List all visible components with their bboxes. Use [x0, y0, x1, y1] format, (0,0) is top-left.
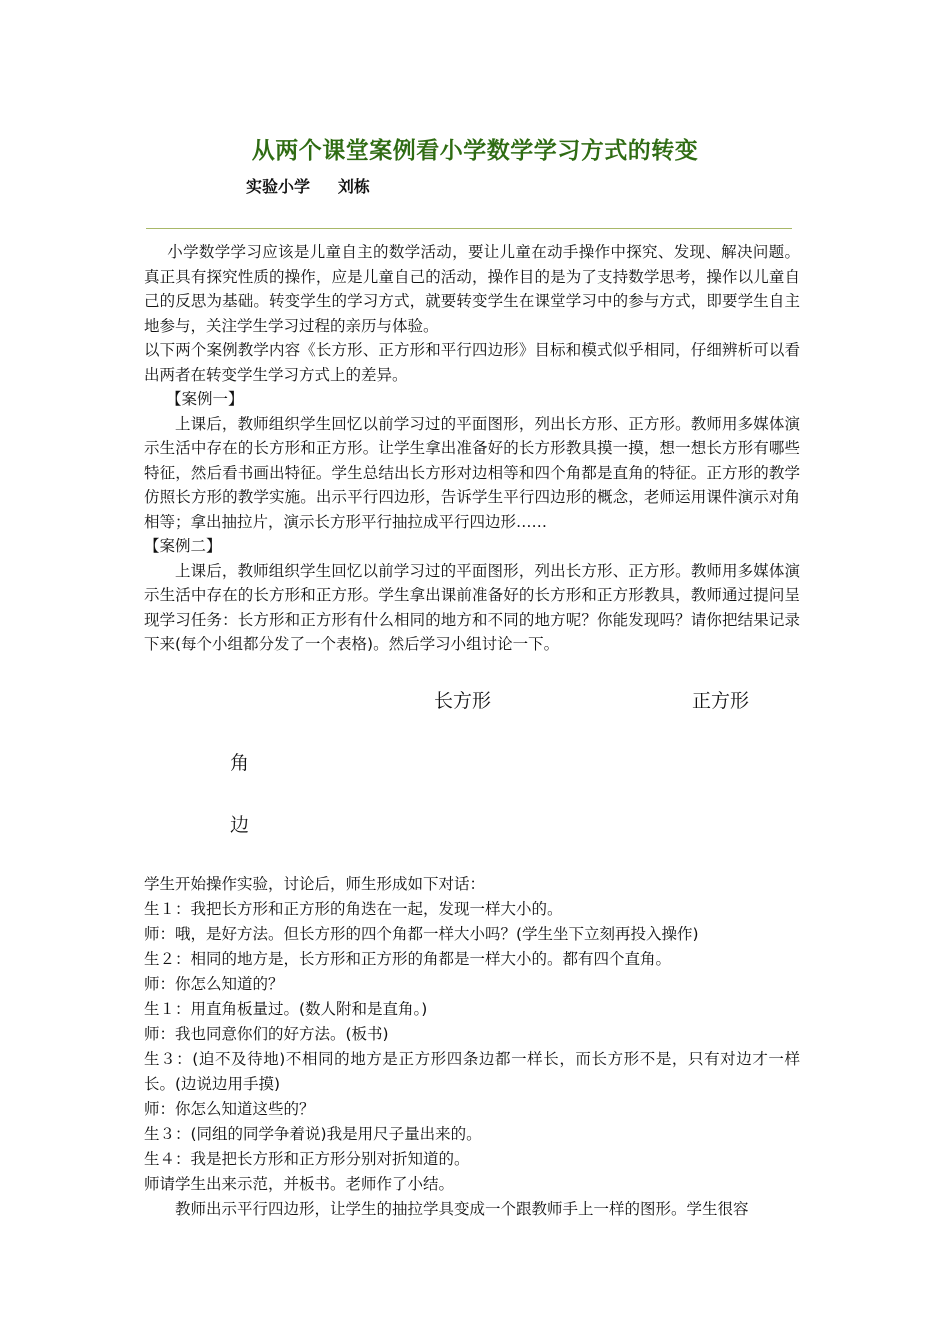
intro-paragraph-1: 小学数学学习应该是儿童自主的数学活动，要让儿童在动手操作中探究、发现、解决问题。真正具有探究性质的操作，应是儿童自己的活动，操作目的是为了支持数学思考，操作以儿童自己的反思为基础。转变学生的学习方式，就要转变学生在课堂学习中的参与方式，即要学生自主地参与，关注学生学习过程的亲历与体验。 [144, 243, 800, 335]
dialog-section [144, 872, 800, 1222]
table-row-angle: 角 [230, 752, 250, 774]
dialog-line: 生４：我是把长方形和正方形分别对折知道的。 [144, 1150, 470, 1168]
case-1-text: 上课后，教师组织学生回忆以前学习过的平面图形，列出长方形、正方形。教师用多媒体演示生活中存在的长方形和正方形。让学生拿出准备好的长方形教具摸一摸，想一想长方形有哪些特征，然后看书画出特征。学生总结出长方形对边相等和四个角都是直角的特征。正方形的教学仿照长方形的教学实施。出示平行四边形，告诉学生平行四边形的概念，老师运用课件演示对角相等；拿出抽拉片，演示长方形平行抽拉成平行四边形…… [144, 414, 800, 531]
closing-paragraph: 教师出示平行四边形，让学生的抽拉学具变成一个跟教师手上一样的图形。学生很容 [175, 1200, 749, 1218]
dialog-line: 生２：相同的地方是，长方形和正方形的角都是一样大小的。都有四个直角。 [144, 950, 672, 968]
table-header-square: 正方形 [692, 690, 750, 712]
author-byline: 实验小学 刘栋 [246, 177, 370, 196]
intro-paragraph-2: 以下两个案例教学内容《长方形、正方形和平行四边形》目标和模式似乎相同，仔细辨析可以看出两者在转变学生学习方式上的差异。 [144, 341, 800, 384]
dialog-line: 师：哦，是好方法。但长方形的四个角都一样大小吗？(学生坐下立刻再投入操作) [144, 925, 699, 943]
dialog-line: 师请学生出来示范，并板书。老师作了小结。 [144, 1175, 455, 1193]
title-divider [146, 228, 792, 229]
body-text [144, 240, 800, 657]
document-title: 从两个课堂案例看小学数学学习方式的转变 [251, 138, 699, 164]
dialog-line: 学生开始操作实验，讨论后，师生形成如下对话： [144, 875, 486, 893]
case-1-heading: 【案例一】 [166, 390, 244, 408]
dialog-line: 师：我也同意你们的好方法。(板书) [144, 1025, 389, 1043]
dialog-line: 生１：我把长方形和正方形的角迭在一起，发现一样大小的。 [144, 900, 563, 918]
dialog-line: 生１：用直角板量过。(数人附和是直角。) [144, 1000, 428, 1018]
dialog-line: 师：你怎么知道的？ [144, 975, 284, 993]
table-header-rectangle: 长方形 [434, 690, 492, 712]
case-2-text: 上课后，教师组织学生回忆以前学习过的平面图形，列出长方形、正方形。教师用多媒体演示生活中存在的长方形和正方形。学生拿出课前准备好的长方形和正方形教具，教师通过提问呈现学习任务：长方形和正方形有什么相同的地方和不同的地方呢？你能发现吗？请你把结果记录下来(每个小组都分发了一个表格)。然后学习小组讨论一下。 [144, 561, 800, 653]
comparison-table [144, 680, 804, 850]
dialog-line: 生３：(迫不及待地)不相同的地方是正方形四条边都一样长，而长方形不是，只有对边才一样长。(边说边用手摸) [144, 1050, 800, 1093]
case-2-heading: 【案例二】 [144, 537, 222, 555]
table-row-side: 边 [230, 814, 250, 836]
dialog-line: 生３：(同组的同学争着说)我是用尺子量出来的。 [144, 1125, 482, 1143]
dialog-line: 师：你怎么知道这些的？ [144, 1100, 315, 1118]
